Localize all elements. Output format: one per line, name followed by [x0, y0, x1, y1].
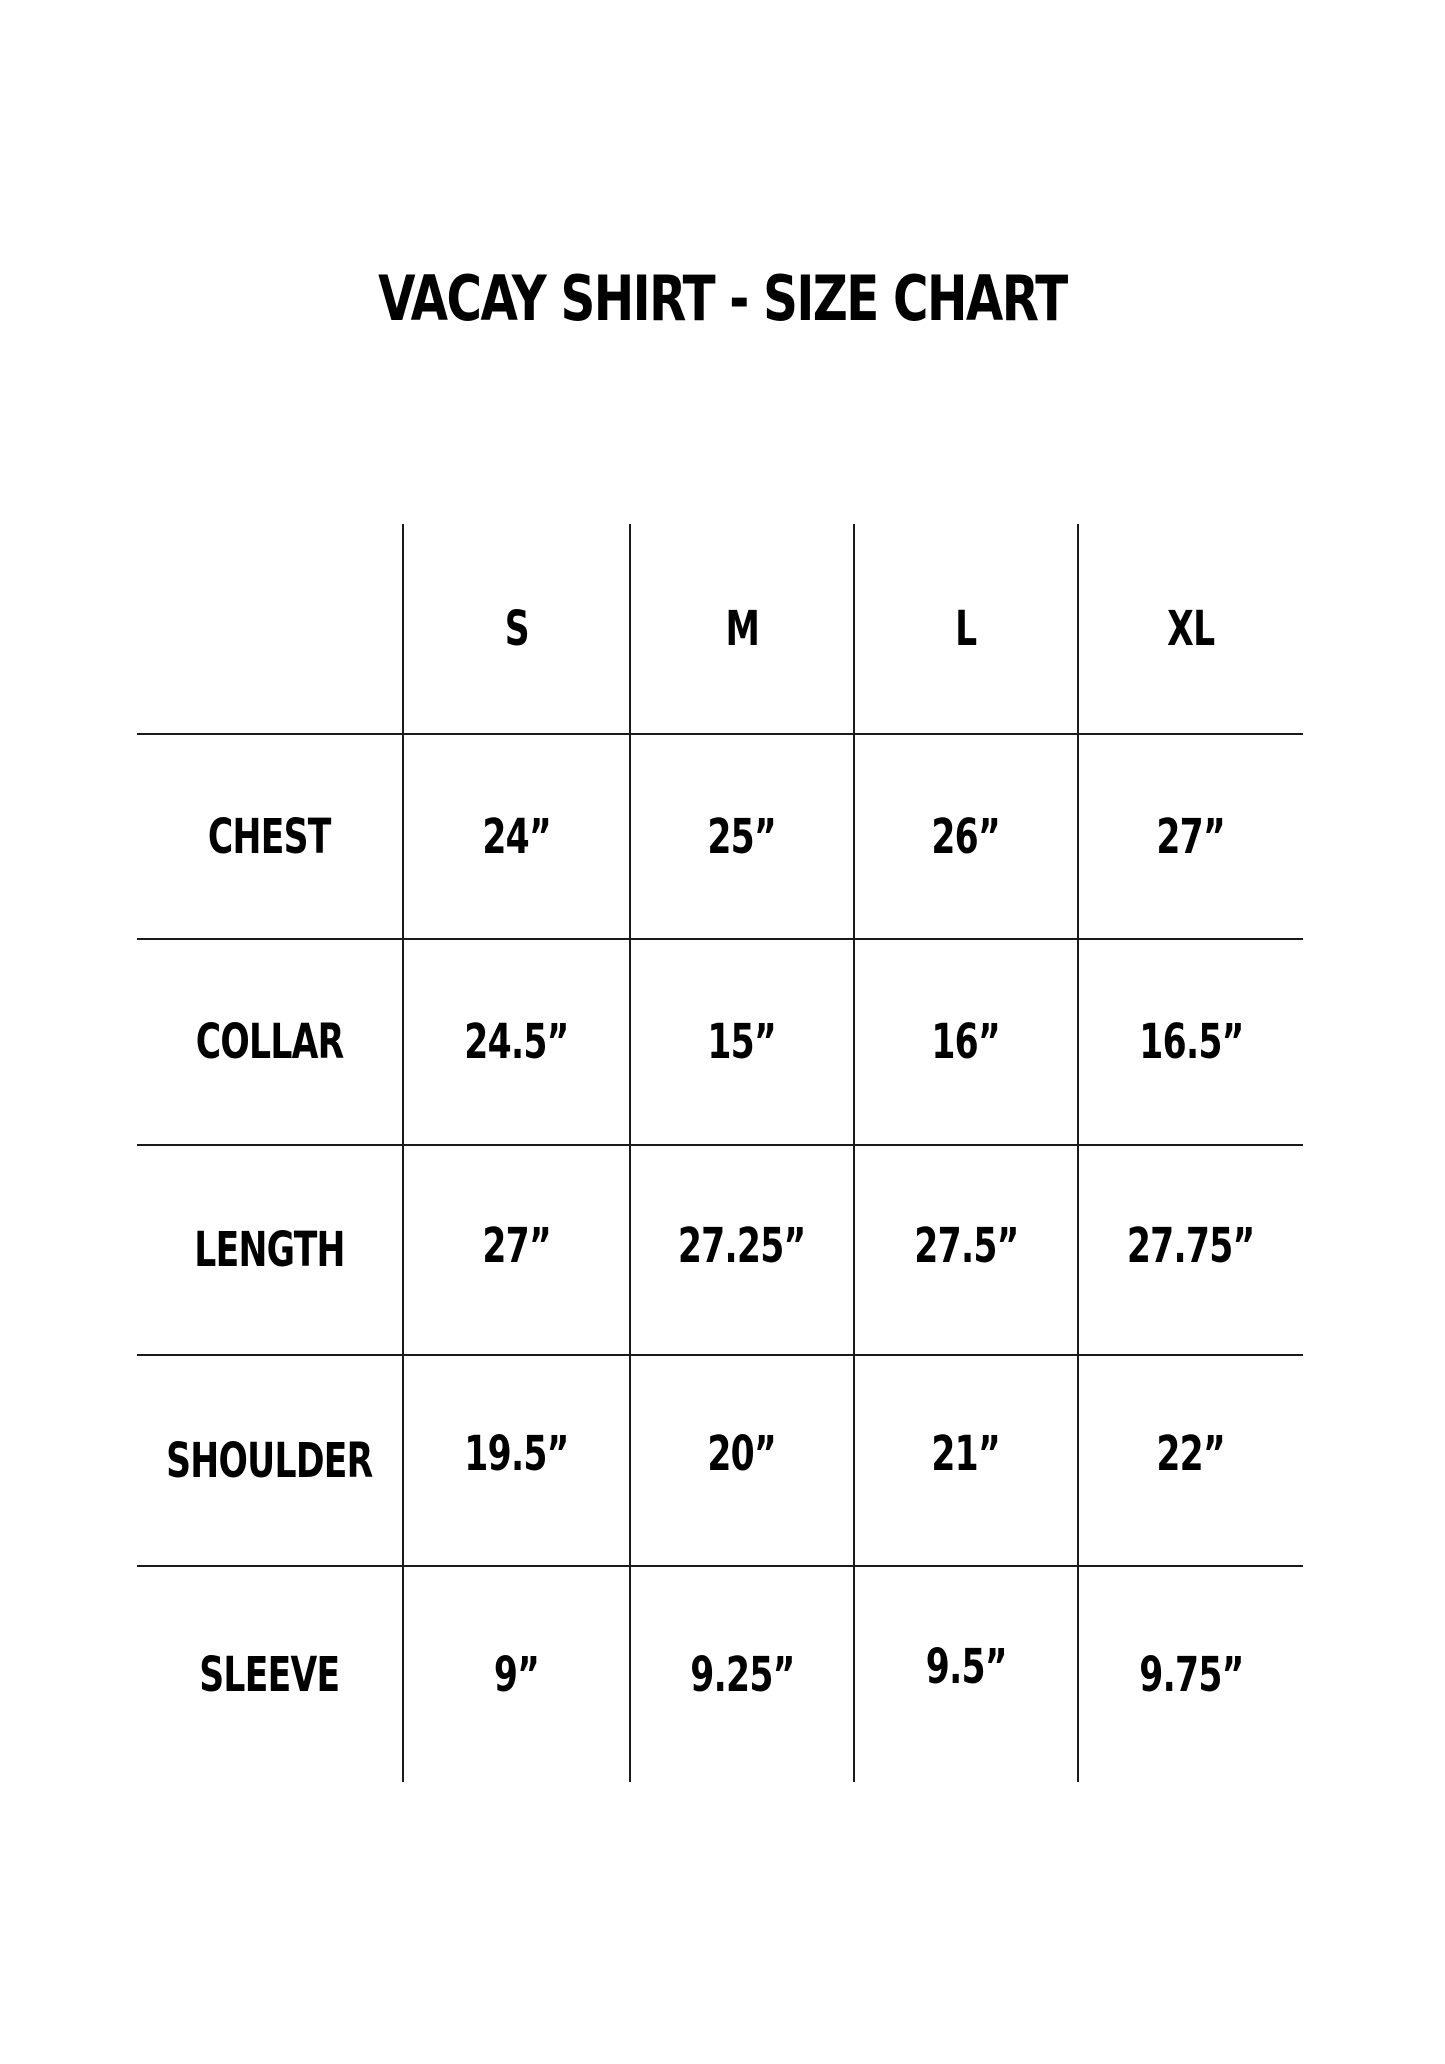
table-cell: 27.25” — [678, 1218, 806, 1274]
table-cell: 9” — [493, 1646, 540, 1703]
table-cell: 20” — [707, 1426, 777, 1482]
table-cell: 27.5” — [913, 1218, 1019, 1274]
size-header-s: S — [504, 600, 529, 657]
row-label-sleeve: SLEEVE — [199, 1646, 340, 1703]
table-cell: 26” — [931, 808, 1001, 865]
table-cell: 27” — [482, 1218, 551, 1274]
table-cell: 24.5” — [464, 1014, 569, 1070]
row-label-shoulder: SHOULDER — [166, 1432, 373, 1489]
table-cell: 24” — [482, 808, 551, 865]
table-cell: 21” — [931, 1426, 1001, 1482]
table-cell: 16” — [931, 1014, 1001, 1070]
size-header-l: L — [955, 600, 977, 657]
table-cell: 15” — [707, 1014, 777, 1070]
table-cell: 9.5” — [925, 1639, 1007, 1695]
size-header-m: M — [725, 600, 759, 657]
page-title: VACAY SHIRT - SIZE CHART — [378, 262, 1067, 335]
row-label-length: LENGTH — [194, 1222, 345, 1278]
size-header-xl: XL — [1167, 600, 1215, 657]
row-label-chest: CHEST — [208, 808, 331, 865]
table-cell: 9.75” — [1138, 1646, 1244, 1703]
table-cell: 19.5” — [464, 1426, 569, 1482]
table-cell: 22” — [1156, 1426, 1226, 1482]
table-cell: 27.75” — [1127, 1218, 1255, 1274]
row-label-collar: COLLAR — [195, 1014, 344, 1070]
table-cell: 27” — [1156, 808, 1226, 865]
table-cell: 25” — [707, 808, 777, 865]
table-cell: 16.5” — [1138, 1014, 1244, 1070]
table-cell: 9.25” — [689, 1646, 795, 1703]
